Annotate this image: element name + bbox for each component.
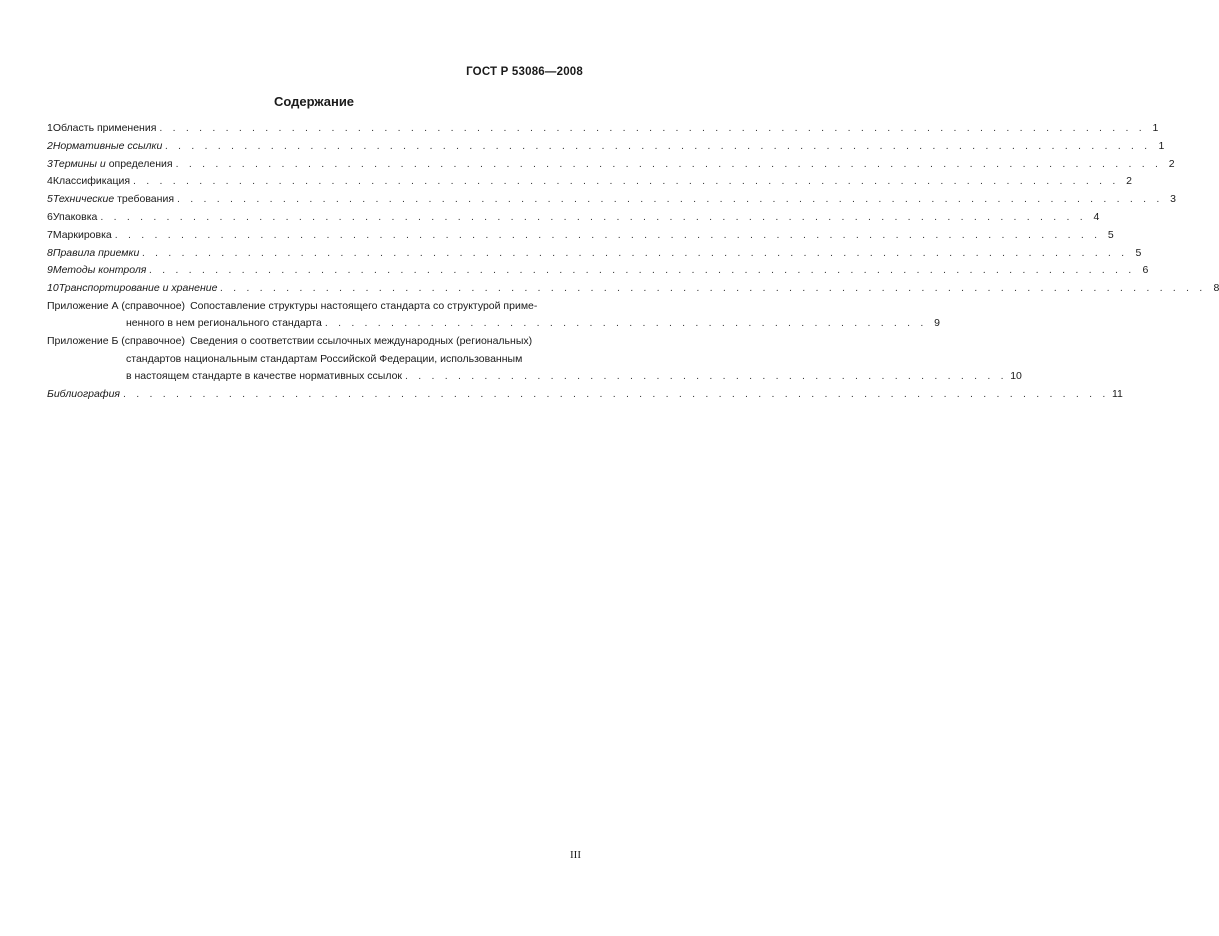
toc-entry-page: 5 — [1107, 228, 1114, 241]
leader-dots: . . . . . . . . . . . . . . . . . . . . . . . . . . . . . . . . . . . . . . . . . . . . . . . . . . . . . . . . . . . . . . . . . . . . . . . . . . . — [175, 157, 1162, 170]
toc-entry-page: 11 — [1112, 388, 1123, 401]
toc-entry[interactable] — [47, 139, 1165, 158]
toc-entry-number: 6 — [47, 210, 53, 223]
toc-entry-page: 2 — [1168, 157, 1175, 170]
leader-dots: . . . . . . . . . . . . . . . . . . . . . . . . . . . . . . . . . . . . . . . . . . . . . . . . . . . . . . . . . . . . . . . . . . . . . . . . . . . — [220, 282, 1207, 295]
toc-bibliography[interactable] — [47, 388, 1123, 406]
toc-entry-page: 10 — [1010, 370, 1022, 383]
toc-entry-page: 1 — [1158, 139, 1165, 152]
leader-dots: . . . . . . . . . . . . . . . . . . . . . . . . . . . . . . . . . . . . . . . . . . . . . . . . . . . . . . . . . . . . . . . . . . . . . . . . . . . — [177, 193, 1163, 206]
toc-entry-label: Транспортирование и хранение — [58, 282, 218, 295]
appendix-title-line: ненного в нем регионального стандарта — [126, 317, 322, 330]
leader-dots: . . . . . . . . . . . . . . . . . . . . . . . . . . . . . . . . . . . . . . . . . . . . . . . . . . . . . . . . . . . . . . . . . . . . . . . . . . . — [123, 388, 1109, 401]
leader-dots: . . . . . . . . . . . . . . . . . . . . . . . . . . . . . . . . . . . . . . . . . . . . . . . . . . . . . . . . . . . . . . . . . . . . . . . . . . . — [165, 139, 1152, 152]
toc-entry-page: 3 — [1170, 193, 1176, 206]
leader-dots: . . . . . . . . . . . . . . . . . . . . . . . . . . . . . . . . . . . . . . . . . . . . . . . . . . . . . . . . . . . . . . . . . . . . . . . . . . . — [159, 122, 1146, 134]
leader-dots: . . . . . . . . . . . . . . . . . . . . . . . . . . . . . . . . . . . . . . . . . . . . . . — [405, 370, 1008, 383]
toc-entry-number: 9 — [47, 264, 53, 277]
appendix-title-line: стандартов национальным стандартам Российской Федерации, использованным — [126, 352, 523, 365]
toc-entry-label: Маркировка — [52, 228, 112, 241]
toc-entry-page: 5 — [1135, 246, 1142, 259]
toc-entry[interactable] — [47, 122, 1159, 140]
toc-entry-number: 8 — [47, 246, 53, 259]
toc-appendix-a[interactable] — [47, 299, 941, 336]
toc-entry-page: 2 — [1126, 175, 1132, 188]
toc-entry[interactable] — [47, 282, 1219, 300]
leader-dots: . . . . . . . . . . . . . . . . . . . . . . . . . . . . . . . . . . . . . . . . . . . . . . . . . . . . . . . . . . . . . . . . . . . . . . . . . . . — [133, 175, 1119, 188]
toc-entry-page: 9 — [934, 317, 941, 330]
toc-entry[interactable] — [47, 157, 1175, 176]
page-number: III — [570, 849, 581, 861]
toc-entry-label: Упаковка — [52, 210, 98, 223]
leader-dots: . . . . . . . . . . . . . . . . . . . . . . . . . . . . . . . . . . . . . . . . . . . . . . . . . . . . . . . . . . . . . . . . . . . . . . . . . . . — [100, 210, 1087, 223]
appendix-prefix: Приложение Б (справочное) — [47, 335, 185, 348]
toc-entry-page: 6 — [1142, 264, 1149, 277]
toc-entry-number: 2 — [47, 139, 53, 152]
leader-dots: . . . . . . . . . . . . . . . . . . . . . . . . . . . . . . . . . . . . . . . . . . . . . . . . . . . . . . . . . . . . . . . . . . . . . . . . . . . — [114, 228, 1101, 241]
toc-entry[interactable] — [47, 264, 1149, 282]
appendix-title-line: Сопоставление структуры настоящего стандарта со структурой приме- — [190, 299, 538, 312]
toc-entry-number: 3 — [47, 157, 53, 170]
toc-entry[interactable] — [47, 175, 1132, 193]
toc-entry-label: Область применения — [52, 122, 157, 134]
standard-id: ГОСТ Р 53086—2008 — [466, 66, 583, 78]
toc-entry-number: 10 — [47, 282, 59, 295]
appendix-title-line: в настоящем стандарте в качестве нормативных ссылок — [126, 370, 403, 383]
table-of-contents — [47, 122, 1219, 406]
leader-dots: . . . . . . . . . . . . . . . . . . . . . . . . . . . . . . . . . . . . . . . . . . . . . . . . . . . . . . . . . . . . . . . . . . . . . . . . . . . — [142, 246, 1129, 259]
toc-entry[interactable] — [47, 193, 1176, 211]
page-title: Содержание — [273, 94, 355, 109]
toc-entry-label: Классификация — [52, 175, 131, 188]
toc-entry-label: Нормативные ссылки — [52, 139, 163, 152]
toc-entry-page: 1 — [1152, 122, 1159, 134]
toc-entry-label: Термины и определения — [52, 157, 173, 170]
toc-entry-number: 1 — [47, 122, 53, 134]
toc-entry-label: Библиография — [47, 388, 121, 401]
leader-dots: . . . . . . . . . . . . . . . . . . . . . . . . . . . . . . . . . . . . . . . . . . . . . . . . . . . . . . . . . . . . . . . . . . . . . . . . . . . — [149, 264, 1136, 277]
toc-entry-number: 7 — [47, 228, 53, 241]
toc-entry-number: 5 — [47, 193, 53, 206]
toc-entry-label: Правила приемки — [52, 246, 140, 259]
appendix-title-line: Сведения о соответствии ссылочных международных (региональных) — [189, 335, 533, 348]
toc-entry-page: 4 — [1093, 210, 1100, 223]
toc-entry[interactable] — [47, 210, 1100, 229]
toc-entry-number: 4 — [47, 175, 53, 188]
toc-entry-label: Технические требования — [52, 193, 174, 206]
leader-dots: . . . . . . . . . . . . . . . . . . . . . . . . . . . . . . . . . . . . . . . . . . . . . . — [324, 317, 928, 330]
toc-entry[interactable] — [47, 246, 1142, 265]
toc-appendix-b[interactable] — [47, 335, 1022, 388]
appendix-prefix: Приложение А (справочное) — [47, 299, 186, 312]
toc-entry[interactable] — [47, 228, 1114, 247]
toc-entry-label: Методы контроля — [52, 264, 147, 277]
toc-entry-page: 8 — [1213, 282, 1219, 295]
